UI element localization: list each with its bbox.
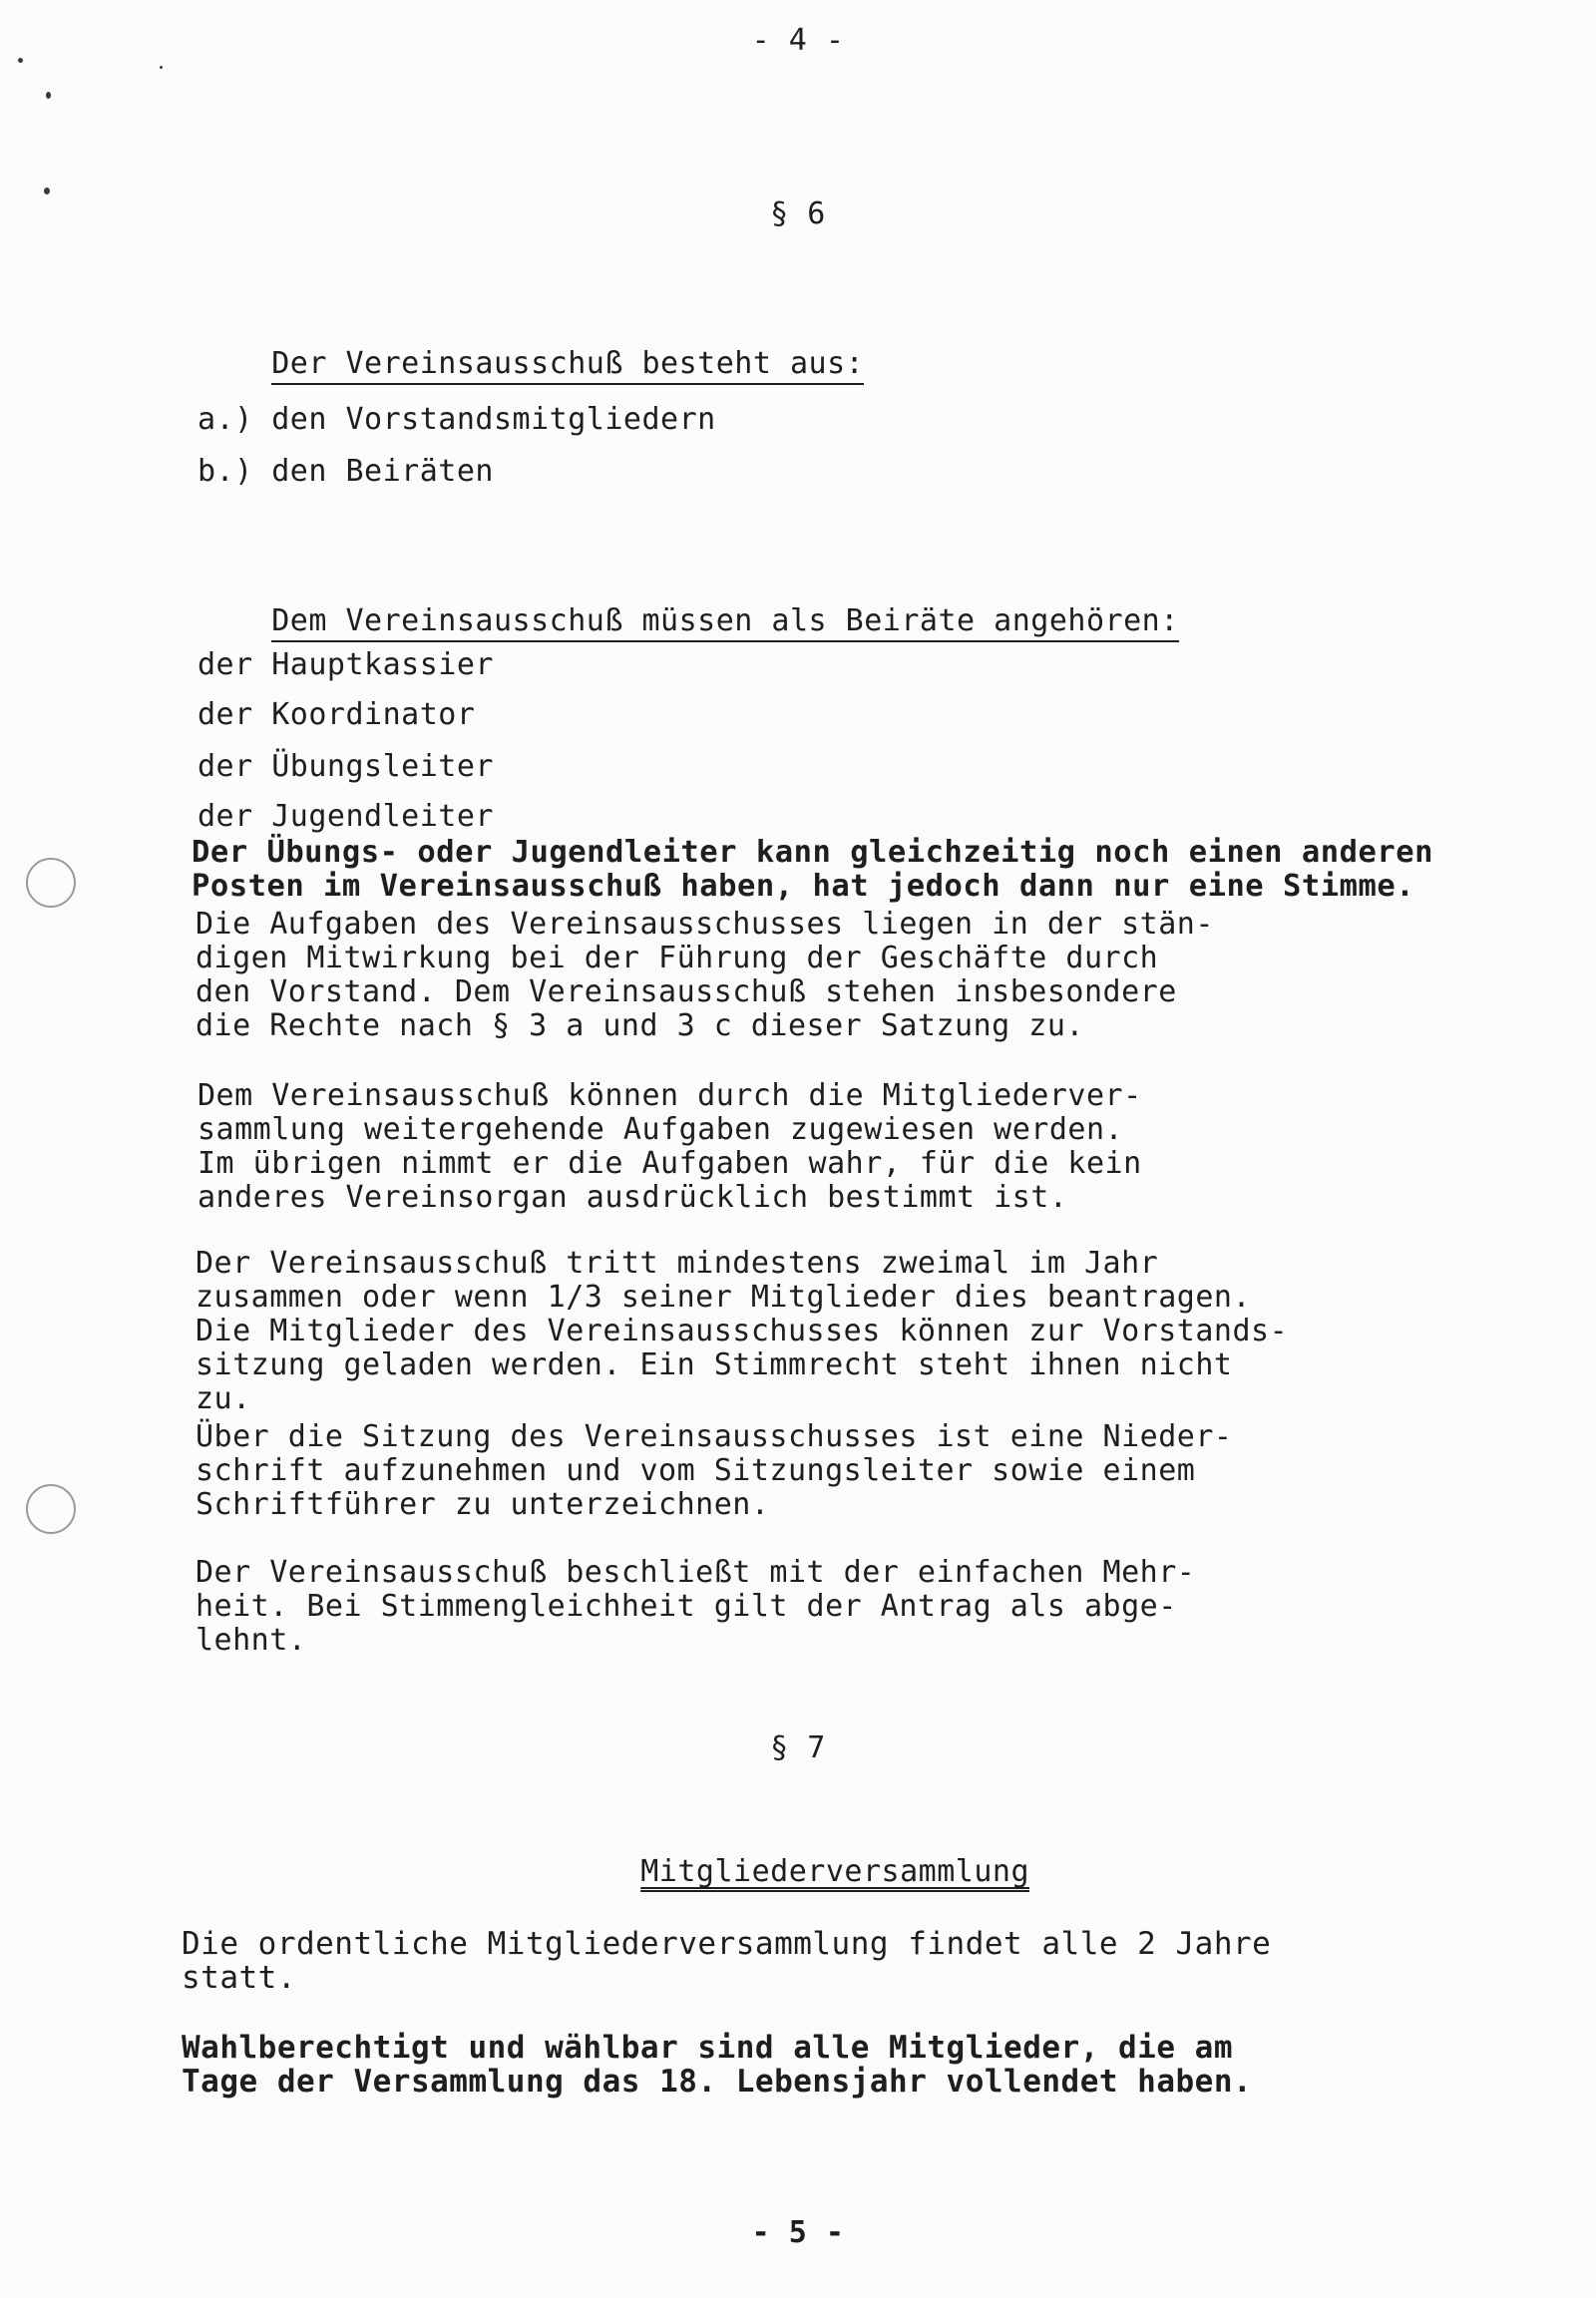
- text-line: Dem Vereinsausschuß können durch die Mitgliederver-: [198, 1078, 1142, 1113]
- page-number-top: - 4 -: [751, 23, 845, 58]
- advisor-item: der Übungsleiter: [198, 749, 494, 784]
- section-7-title-text: Mitgliederversammlung: [640, 1854, 1030, 1889]
- paragraph-ordinary-meeting: [182, 1927, 1271, 1995]
- member-item-a: a.) den Vorstandsmitgliedern: [198, 402, 716, 437]
- paragraph-decisions: [196, 1556, 1195, 1658]
- section-6-heading: § 6: [770, 196, 826, 231]
- advisor-item: der Koordinator: [198, 697, 476, 732]
- punch-hole: [26, 1484, 76, 1534]
- text-line: zusammen oder wenn 1/3 seiner Mitglieder dies beantragen.: [196, 1280, 1252, 1315]
- text-line: Schriftführer zu unterzeichnen.: [196, 1487, 770, 1522]
- text-line: Der Vereinsausschuß tritt mindestens zweimal im Jahr: [196, 1246, 1159, 1281]
- scan-speck: [44, 188, 50, 194]
- paragraph-additional-tasks: [198, 1079, 1142, 1215]
- text-line: Die ordentliche Mitgliederversammlung findet alle 2 Jahre: [182, 1926, 1272, 1962]
- advisor-item: der Jugendleiter: [198, 799, 494, 834]
- text-line: Über die Sitzung des Vereinsausschusses ist eine Nieder-: [196, 1419, 1233, 1454]
- text-line: den Vorstand. Dem Vereinsausschuß stehen insbesondere: [196, 974, 1177, 1009]
- text-line: statt.: [182, 1960, 296, 1996]
- paragraph-tasks: [196, 908, 1214, 1043]
- advisor-item: der Hauptkassier: [198, 647, 494, 682]
- text-line: Wahlberechtigt und wählbar sind alle Mitglieder, die am: [182, 2030, 1233, 2066]
- text-line: lehnt.: [196, 1623, 307, 1658]
- text-line: die Rechte nach § 3 a und 3 c dieser Satzung zu.: [196, 1008, 1084, 1043]
- section-7-heading: § 7: [770, 1730, 826, 1765]
- text-line: digen Mitwirkung bei der Führung der Geschäfte durch: [196, 941, 1159, 975]
- text-line: Der Vereinsausschuß beschließt mit der einfachen Mehr-: [196, 1555, 1196, 1590]
- section-7-title: [0, 1821, 1596, 1923]
- text-line: Posten im Vereinsausschuß haben, hat jedoch dann nur eine Stimme.: [192, 869, 1415, 904]
- advisors-intro-text: Dem Vereinsausschuß müssen als Beiräte angehören:: [271, 603, 1179, 642]
- scan-speck: [18, 58, 23, 63]
- text-line: Im übrigen nimmt er die Aufgaben wahr, für die kein: [198, 1146, 1142, 1181]
- section-6-intro: [198, 313, 864, 415]
- text-line: Der Übungs- oder Jugendleiter kann gleichzeitig noch einen anderen: [192, 835, 1433, 870]
- punch-hole: [26, 858, 76, 908]
- member-item-b: b.) den Beiräten: [198, 454, 494, 489]
- text-line: Tage der Versammlung das 18. Lebensjahr vollendet haben.: [182, 2064, 1253, 2100]
- text-line: Die Mitglieder des Vereinsausschusses können zur Vorstands-: [196, 1314, 1289, 1348]
- text-line: anderes Vereinsorgan ausdrücklich bestimmt ist.: [198, 1180, 1068, 1215]
- paragraph-meetings: [196, 1247, 1288, 1416]
- page-number-bottom: - 5 -: [751, 2215, 845, 2250]
- text-line: Die Aufgaben des Vereinsausschusses liegen in der stän-: [196, 907, 1214, 942]
- paragraph-minutes: [196, 1420, 1232, 1522]
- scan-speck: [160, 66, 163, 69]
- text-line: sammlung weitergehende Aufgaben zugewiesen werden.: [198, 1112, 1124, 1147]
- scan-speck: [46, 92, 51, 99]
- text-line: zu.: [196, 1381, 251, 1416]
- section-6-intro-text: Der Vereinsausschuß besteht aus:: [271, 346, 864, 385]
- text-line: sitzung geladen werden. Ein Stimmrecht steht ihnen nicht: [196, 1347, 1233, 1382]
- paragraph-voting: [192, 836, 1433, 904]
- text-line: schrift aufzunehmen und vom Sitzungsleiter sowie einem: [196, 1453, 1196, 1488]
- paragraph-eligibility: [182, 2031, 1252, 2099]
- text-line: heit. Bei Stimmengleichheit gilt der Antrag als abge-: [196, 1589, 1177, 1624]
